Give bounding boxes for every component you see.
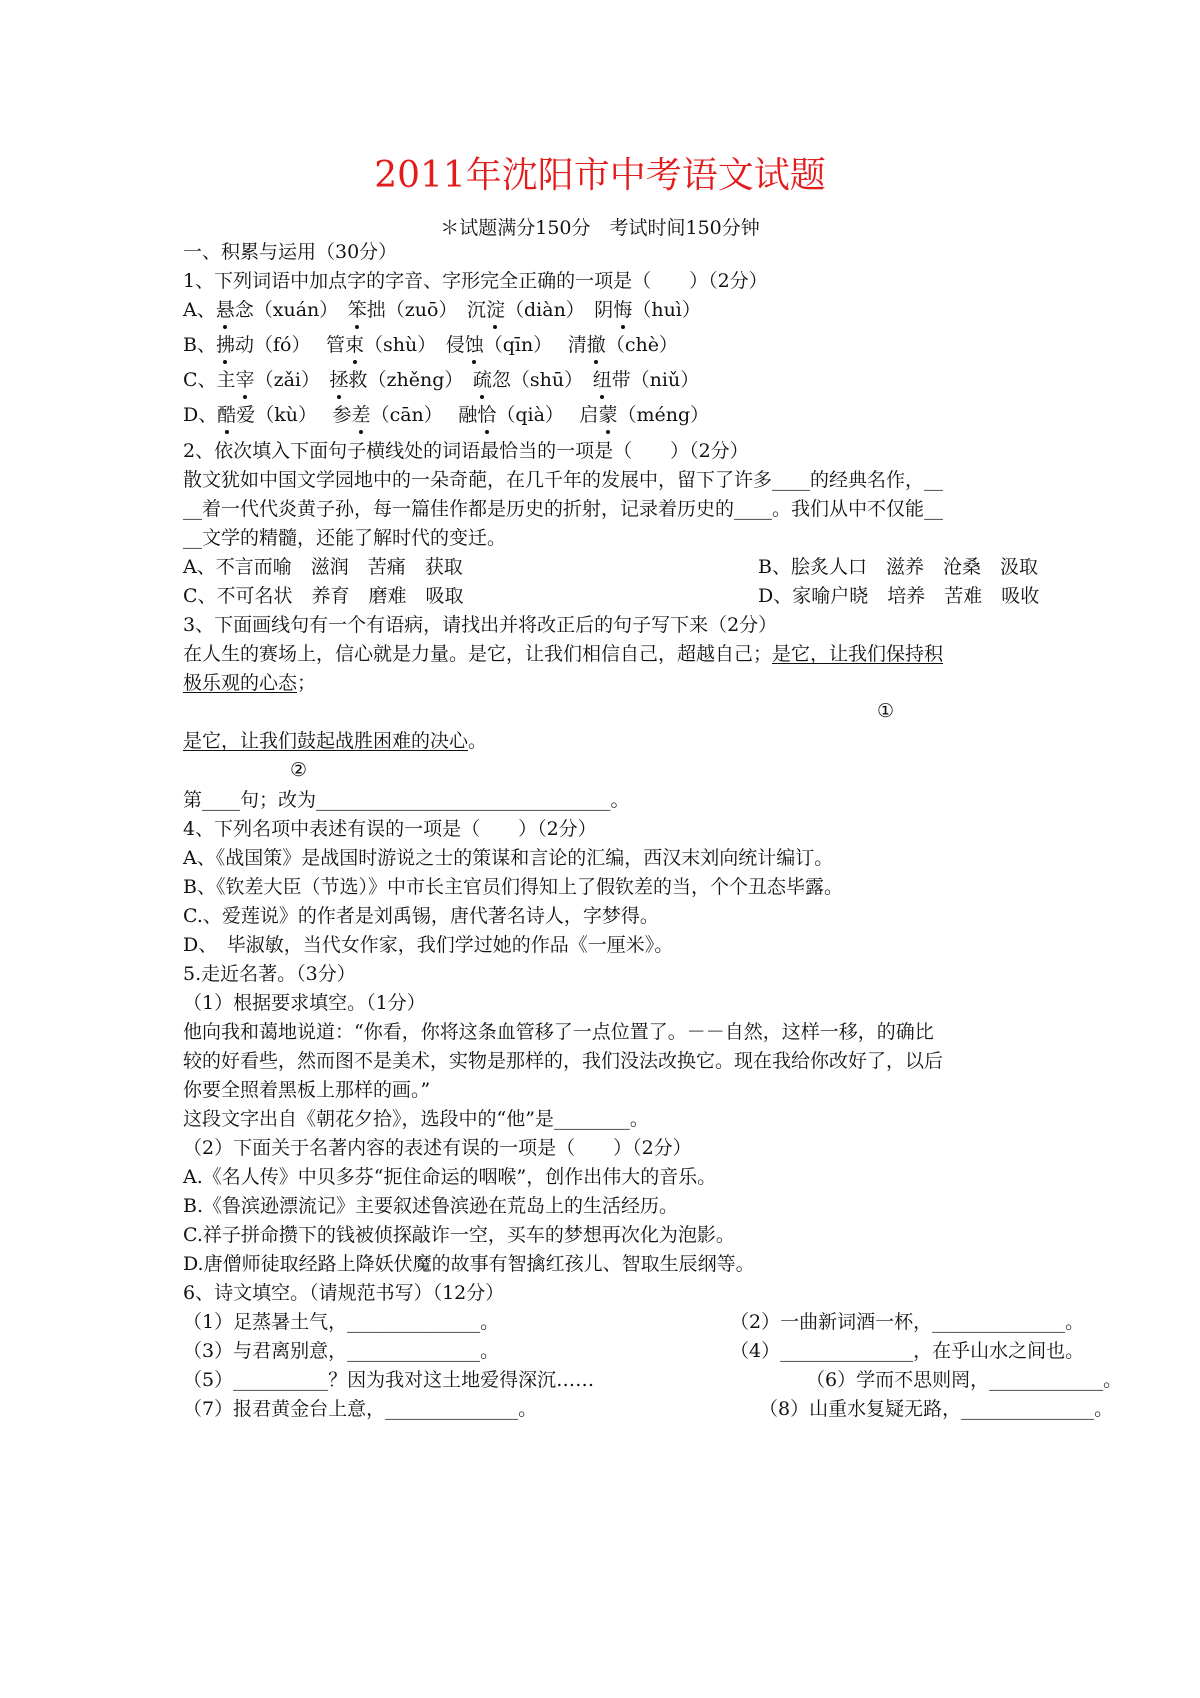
section-heading: 一、积累与运用（30分） [183,241,398,263]
question-5-fill-line: 这段文字出自《朝花夕拾》，选段中的“他”是________。 [183,1108,649,1130]
question-1-option-c: C、主宰（zǎi） 拯救（zhěng） 疏忽（shū） 纽带（niǔ） [183,366,1043,394]
question-5-passage-line: 他向我和蔼地说道：“你看，你将这条血管移了一点位置了。－－自然，这样一移，的确比 [183,1021,934,1043]
question-1-option-d: D、酷爱（kù） 参差（cān） 融恰（qià） 启蒙（méng） [183,401,1043,429]
poem-blank-6: （6）学而不思则罔，____________。 [806,1369,1123,1391]
question-5-part-2: （2）下面关于名著内容的表述有误的一项是（ ）（2分） [183,1137,692,1159]
question-5-option-d: D.唐僧师徒取经路上降妖伏魔的故事有智擒红孩儿、智取生辰纲等。 [183,1253,755,1275]
question-2-passage-line: 散文犹如中国文学园地中的一朵奇葩，在几千年的发展中，留下了许多____的经典名作，__ [183,469,944,491]
question-4-option-c: C.、爱莲说》的作者是刘禹锡，唐代著名诗人，字梦得。 [183,905,659,927]
poem-blank-2: （2）一曲新词酒一杯，______________。 [730,1311,1085,1333]
question-1-option-b: B、拂动（fó） 管束（shù） 侵蚀（qīn） 清撤（chè） [183,331,1043,359]
sentence-marker-1: ① [877,700,895,722]
underlined-sentence-2: 是它，让我们鼓起战胜困难的决心 [183,730,469,752]
question-5-passage-line: 你要全照着黑板上那样的画。” [183,1079,431,1101]
underlined-sentence-1: 极乐观的心态 [183,672,298,694]
question-4-stem: 4、下列名项中表述有误的一项是（ ）（2分） [183,818,597,840]
question-3-passage-line: 在人生的赛场上，信心就是力量。是它，让我们相信自己，超越自己；是它，让我们保持积 [183,643,944,665]
question-2-option-c: C、不可名状 养育 磨难 吸取 [183,585,464,607]
question-1-option-a: A、悬念（xuán） 笨拙（zuō） 沉淀（diàn） 阴悔（huì） [183,296,1043,324]
question-3-passage-line: 极乐观的心态； [183,672,317,694]
question-4-option-a: A、《战国策》是战国时游说之士的策谋和言论的汇编，西汉末刘向统计编订。 [183,847,834,869]
question-4-option-d: D、 毕淑敏，当代女作家，我们学过她的作品《一厘米》。 [183,934,674,956]
question-4-option-b: B、《钦差大臣（节选）》中市长主官员们得知上了假钦差的当，个个丑态毕露。 [183,876,843,898]
question-6-row [183,1308,1085,1336]
question-2-option-b: B、脍炙人口 滋养 沧桑 汲取 [758,556,1038,578]
question-3-answer-line: 第____句；改为_______________________________。 [183,789,630,811]
underlined-sentence-1: 是它，让我们保持积 [772,643,944,665]
poem-blank-3: （3）与君离别意，______________。 [183,1340,500,1362]
question-5-part-1: （1）根据要求填空。（1分） [183,992,426,1014]
question-6-row [183,1366,1123,1394]
sentence-marker-2: ② [290,759,308,781]
question-2-passage-line: __文学的精髓，还能了解时代的变迁。 [183,527,507,549]
poem-blank-5: （5）__________？因为我对这土地爱得深沉…… [183,1369,595,1391]
question-2-options-row [183,582,1043,610]
exam-info: ＊试题满分150分 考试时间150分钟 [440,217,760,239]
poem-blank-4: （4）______________，在乎山水之间也。 [730,1340,1085,1362]
question-6-stem: 6、诗文填空。（请规范书写）（12分） [183,1282,505,1304]
poem-blank-8: （8）山重水复疑无路，______________。 [759,1398,1114,1420]
question-5-passage-line: 较的好看些，然而图不是美术，实物是那样的，我们没法改换它。现在我给你改好了，以后 [183,1050,944,1072]
question-1-stem: 1、下列词语中加点字的字音、字形完全正确的一项是（ ）（2分） [183,270,768,292]
question-2-options-row [183,553,1043,581]
question-5-stem: 5.走近名著。（3分） [183,963,356,985]
question-2-option-a: A、不言而喻 滋润 苦痛 获取 [183,556,463,578]
poem-blank-7: （7）报君黄金台上意，______________。 [183,1398,538,1420]
question-6-row [183,1395,1114,1423]
question-2-stem: 2、依次填入下面句子横线处的词语最恰当的一项是（ ）（2分） [183,440,749,462]
question-5-option-a: A.《名人传》中贝多芬“扼住命运的咽喉”，创作出伟大的音乐。 [183,1166,717,1188]
question-2-passage-line: __着一代代炎黄子孙，每一篇佳作都是历史的折射，记录着历史的____。我们从中不仅能__ [183,498,944,520]
question-5-option-b: B.《鲁滨逊漂流记》主要叙述鲁滨逊在荒岛上的生活经历。 [183,1195,679,1217]
question-6-row [183,1337,1085,1365]
question-3-stem: 3、下面画线句有一个有语病，请找出并将改正后的句子写下来（2分） [183,614,778,636]
page-title: 2011年沈阳市中考语文试题 [374,155,826,196]
poem-blank-1: （1）足蒸暑土气，______________。 [183,1311,500,1333]
question-5-option-c: C.祥子拼命攒下的钱被侦探敲诈一空，买车的梦想再次化为泡影。 [183,1224,735,1246]
question-3-passage-line: 是它，让我们鼓起战胜困难的决心。 [183,730,488,752]
question-2-option-d: D、家喻户晓 培养 苦难 吸收 [758,585,1040,607]
